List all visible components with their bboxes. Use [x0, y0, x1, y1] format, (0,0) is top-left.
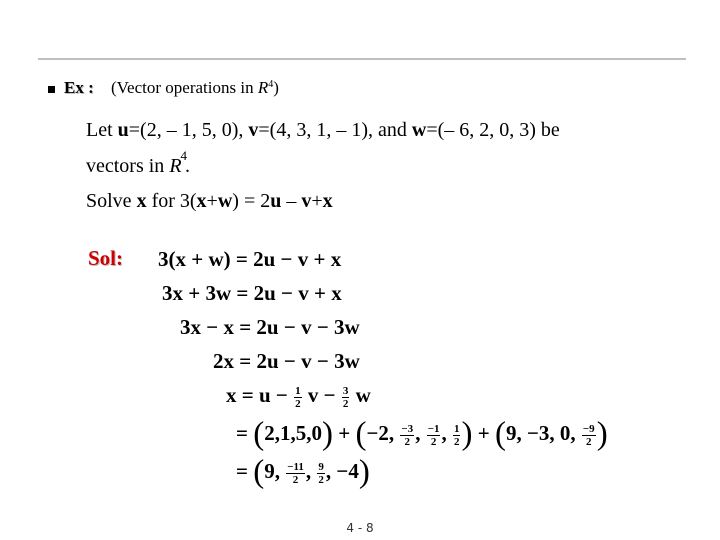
title-divider	[38, 58, 686, 60]
solution-step-6: = (2,1,5,0) + (−2, $\frac{-3}{2}$ , $\frac{-1}{2}$ , $\frac{1}{2}$ ) + (9, −3, 0, $\frac{-9}{2}$ )	[236, 416, 608, 452]
solution-step-4: 2x = 2u − v − 3w	[213, 349, 360, 373]
solution-step-5: x = u − $\frac{1}{2}$ v − $\frac{3}{2}$ w	[226, 383, 371, 410]
fraction: $\frac{3}{2}$	[342, 384, 349, 410]
problem-line-2: vectors in $R^4$.	[86, 148, 191, 177]
fraction: $\frac{-11}{2}$	[287, 460, 304, 486]
example-label: Ex :	[64, 78, 94, 97]
fraction: $\frac{-1}{2}$	[427, 422, 440, 448]
solution-label: Sol:	[88, 246, 124, 270]
fraction: $\frac{-9}{2}$	[582, 422, 595, 448]
solution-step-3: 3x − x = 2u − v − 3w	[180, 315, 360, 339]
page-number: 4 - 8	[346, 521, 374, 535]
solution-step-2: 3x + 3w = 2u − v + x	[162, 281, 342, 305]
fraction: $\frac{1}{2}$	[295, 384, 301, 410]
fraction: $\frac{9}{2}$	[318, 460, 324, 486]
problem-line-3: Solve x for 3(x+w) = 2u – v+x	[86, 190, 333, 212]
problem-line-1: Let u=(2, – 1, 5, 0), v=(4, 3, 1, – 1), and w=(– 6, 2, 0, 3) be	[86, 119, 560, 141]
solution-step-7: = (9, $\frac{-11}{2}$ , $\frac{9}{2}$ , −4)	[236, 454, 370, 490]
solution-step-1: 3(x + w) = 2u − v + x	[158, 247, 342, 271]
fraction: $\frac{-3}{2}$	[401, 422, 414, 448]
fraction: $\frac{1}{2}$	[453, 422, 460, 448]
example-title: (Vector operations in $R^4$)	[111, 78, 279, 97]
bullet-square	[48, 86, 55, 93]
